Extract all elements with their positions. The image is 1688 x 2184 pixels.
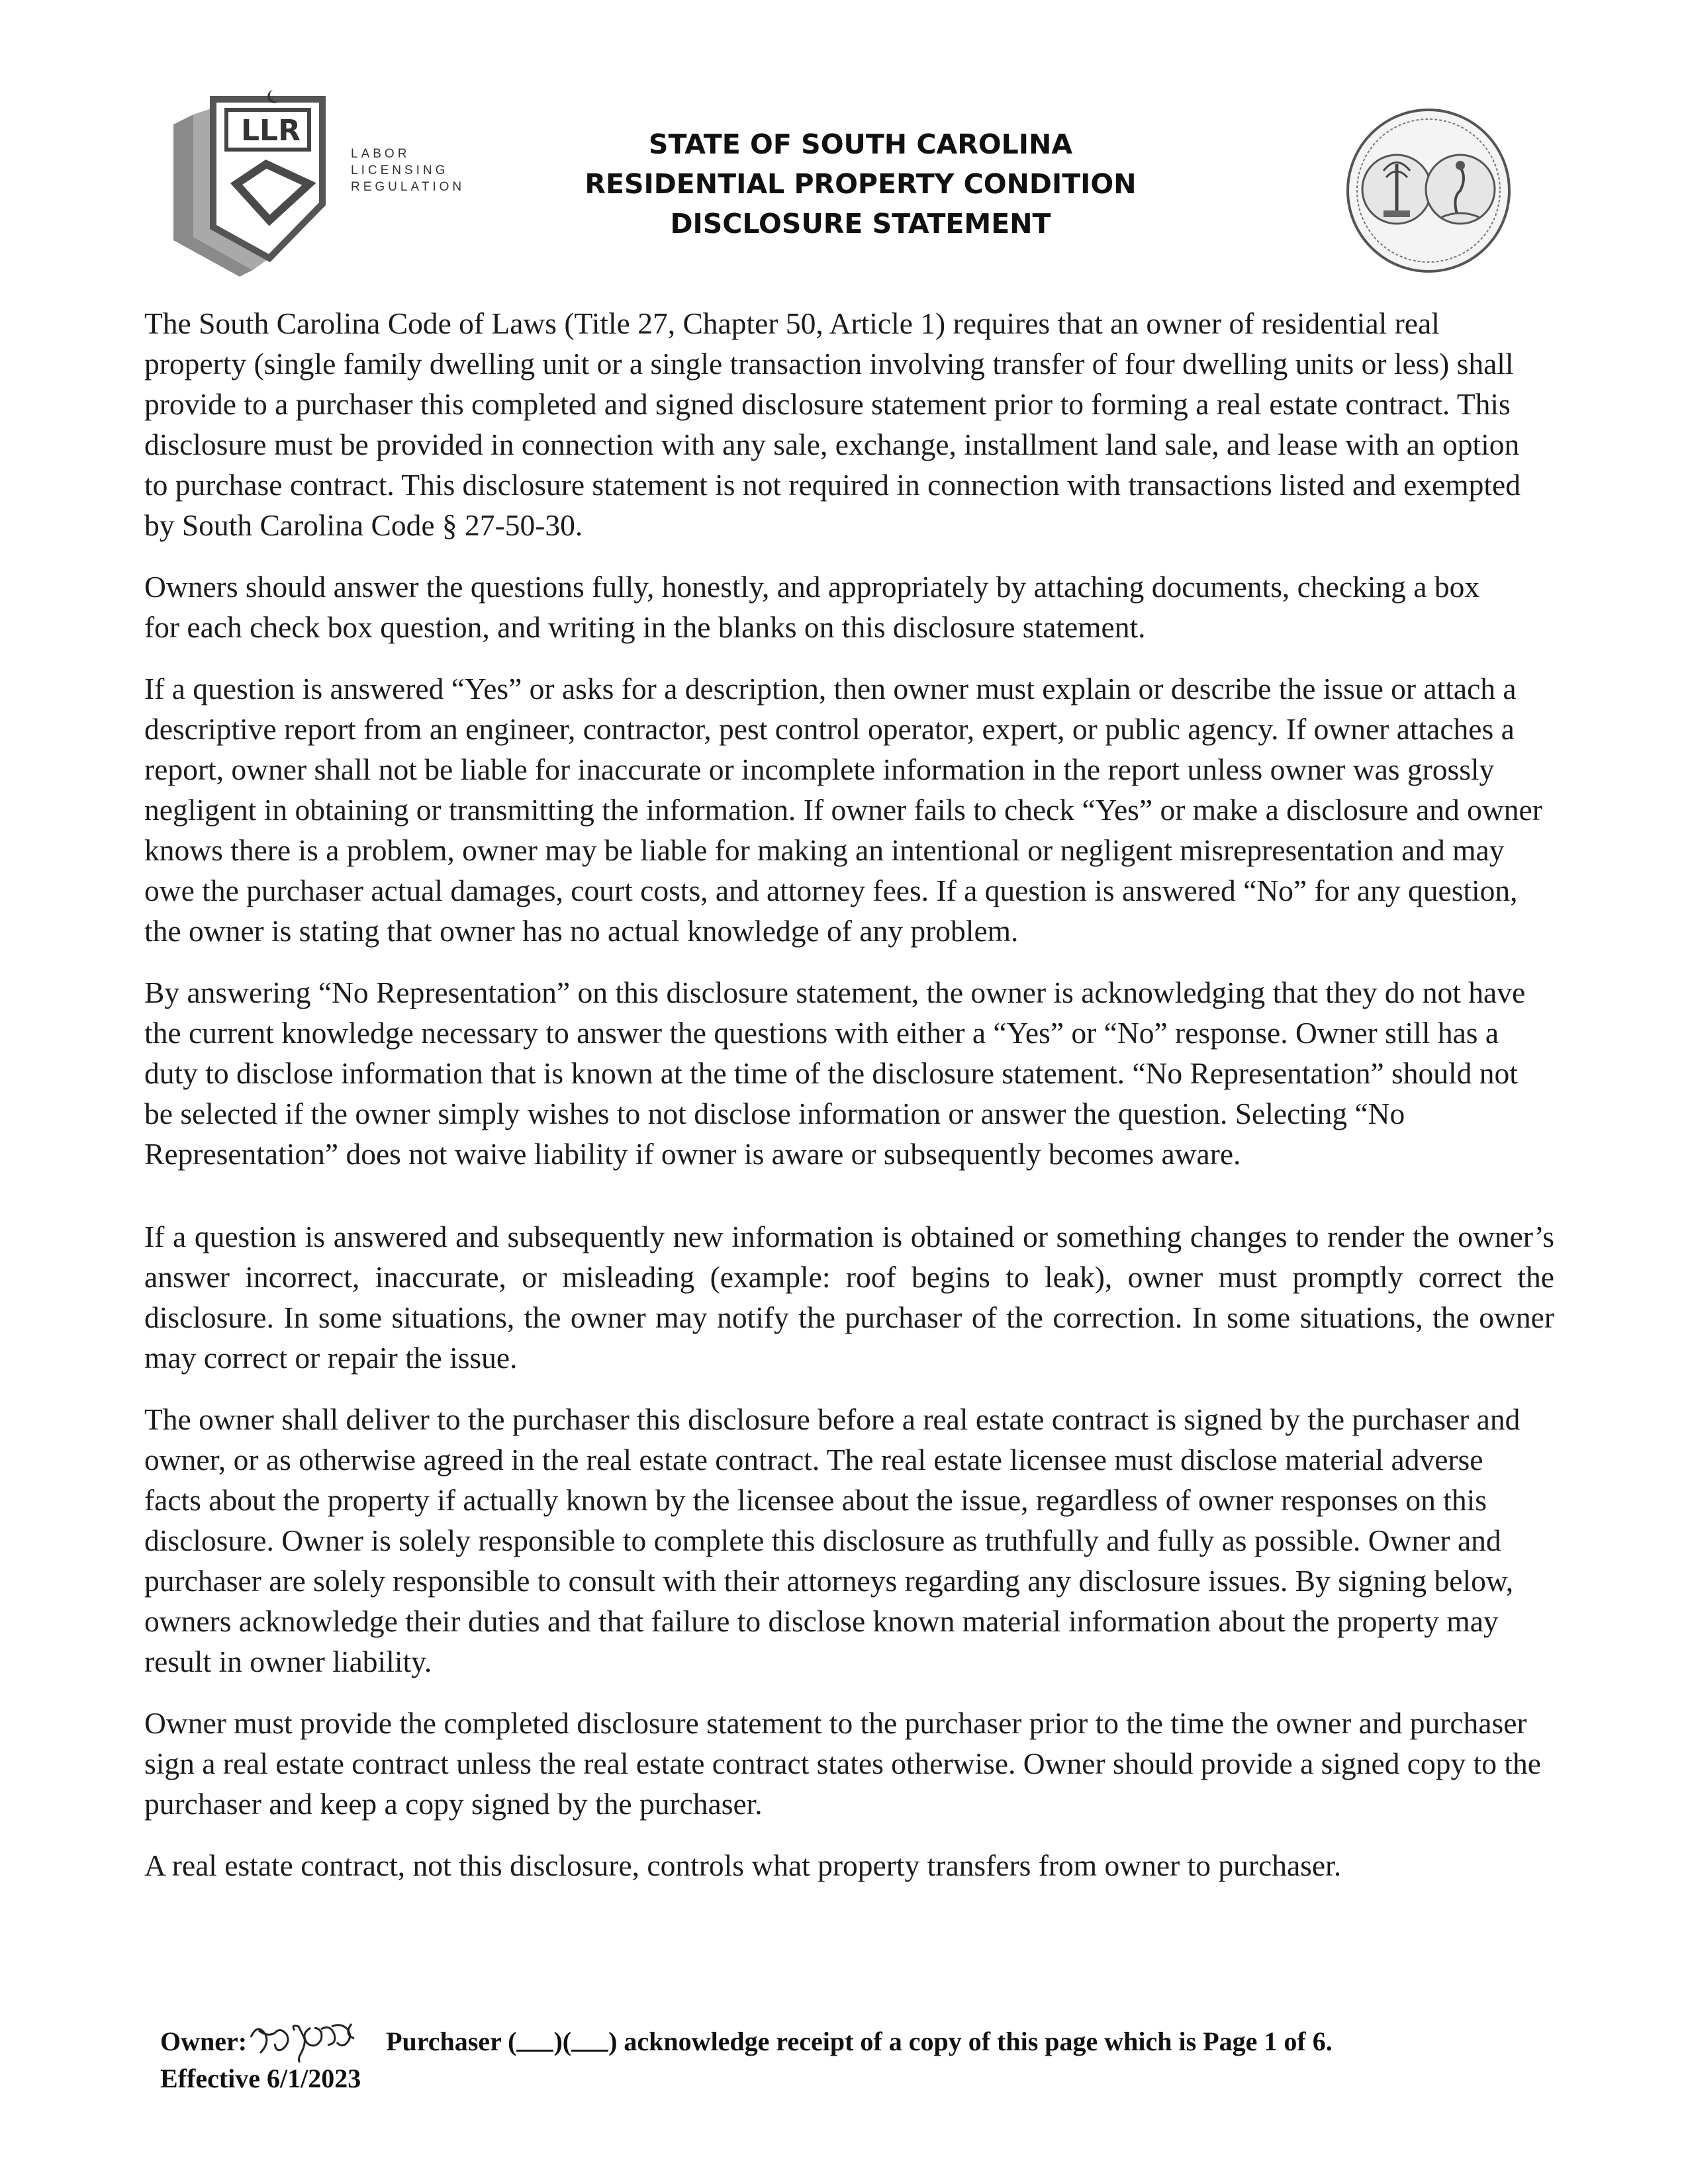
paragraph-intro: The South Carolina Code of Laws (Title 27, Chapter 50, Article 1) requires that an owner of residential real property (single family dwelling unit or a single transaction involving transfer of four dwelling units or less) shall provide to a purchaser this completed and signed disclosure statement prior to forming a real estate contract. This disclosure must be provided in connection with any sale, exchange, installment land sale, and lease with an option to purchase contract. This disclosure statement is not required in connection with transactions listed and exempted by South Carolina Code § 27-50-30.	[144, 306, 1521, 542]
logo-line-regulation: REGULATION	[351, 180, 465, 194]
acknowledgment-line	[160, 2023, 1617, 2062]
paragraph-delivery: The owner shall deliver to the purchaser this disclosure before a real estate contract is signed by the purchaser and owner, or as otherwise agreed in the real estate contract. The real estate licensee must disclose material adverse facts about the property if actually known by the licensee about the issue, regardless of owner responses on this disclosure. Owner is solely responsible to complete this disclosure as truthfully and fully as possible. Owner and purchaser are solely responsible to consult with their attorneys regarding any disclosure issues. By signing below, owners acknowledge their duties and that failure to disclose known material information about the property may result in owner liability.	[144, 1402, 1521, 1678]
paragraph-yes-answer: If a question is answered “Yes” or asks for a description, then owner must explain or describe the issue or attach a descriptive report from an engineer, contractor, pest control operator, expert, or public agency. If owner attaches a report, owner shall not be liable for inaccurate or incomplete information in the report unless owner was grossly negligent in obtaining or transmitting the information. If owner fails to check “Yes” or make a disclosure and owner knows there is a problem, owner may be liable for making an intentional or negligent misrepresentation and may owe the purchaser actual damages, court costs, and attorney fees. If a question is answered “No” for any question, the owner is stating that owner has no actual knowledge of any problem.	[144, 672, 1542, 948]
page-footer	[160, 2023, 1617, 2095]
llr-agency-name	[351, 146, 465, 195]
llr-logo	[173, 85, 485, 277]
purchaser-label: Purchaser (	[386, 2026, 517, 2056]
title-line-3: DISCLOSURE STATEMENT	[670, 208, 1051, 240]
owner-initials-signature[interactable]	[247, 2023, 386, 2062]
paragraph-correction: If a question is answered and subsequently new information is obtained or something changes to render the owner’s answer incorrect, inaccurate, or misleading (example: roof begins to leak), owner must promptly correct the disclosure. In some situations, the owner may notify the purchaser of the correction. In some situations, the owner may correct or repair the issue.	[144, 1220, 1554, 1375]
paragraph-no-representation: By answering “No Representation” on this disclosure statement, the owner is acknowledging that they do not have the current knowledge necessary to answer the questions with either a “Yes” or “No” response. Owner still has a duty to disclose information that is known at the time of the disclosure statement. “No Representation” should not be selected if the owner simply wishes to not disclose information or answer the question. Selecting “No Representation” does not waive liability if owner is aware or subsequently becomes aware.	[144, 976, 1526, 1171]
paragraph-provide-copy: Owner must provide the completed disclosure statement to the purchaser prior to the time the owner and purchaser sign a real estate contract unless the real estate contract states otherwise. Owner should provide a signed copy to the purchaser and keep a copy signed by the purchaser.	[144, 1706, 1541, 1821]
disclosure-body	[144, 303, 1554, 1907]
purchaser-initial-blank-1[interactable]	[516, 2030, 553, 2052]
paragraph-contract-controls: A real estate contract, not this disclosure, controls what property transfers from owner to purchaser.	[144, 1848, 1342, 1882]
title-line-2: RESIDENTIAL PROPERTY CONDITION	[585, 168, 1137, 200]
document-title	[543, 124, 1178, 244]
logo-line-labor: LABOR	[351, 147, 410, 161]
acknowledge-text: ) acknowledge receipt of a copy of this page which is Page 1 of 6.	[608, 2026, 1333, 2056]
state-seal-icon	[1342, 105, 1515, 277]
title-line-1: STATE OF SOUTH CAROLINA	[648, 128, 1073, 160]
handwritten-initials-icon	[247, 2017, 386, 2064]
effective-date: Effective 6/1/2023	[160, 2064, 361, 2093]
llr-abbrev: LLR	[241, 114, 301, 148]
blank-separator: )(	[553, 2026, 572, 2056]
purchaser-initial-blank-2[interactable]	[571, 2030, 608, 2052]
state-seal	[1342, 105, 1515, 277]
owner-label: Owner:	[160, 2026, 248, 2056]
logo-line-licensing: LICENSING	[351, 163, 449, 177]
paragraph-owners-answer: Owners should answer the questions fully, honestly, and appropriately by attaching documents, checking a box for each check box question, and writing in the blanks on this disclosure statement.	[144, 570, 1480, 644]
